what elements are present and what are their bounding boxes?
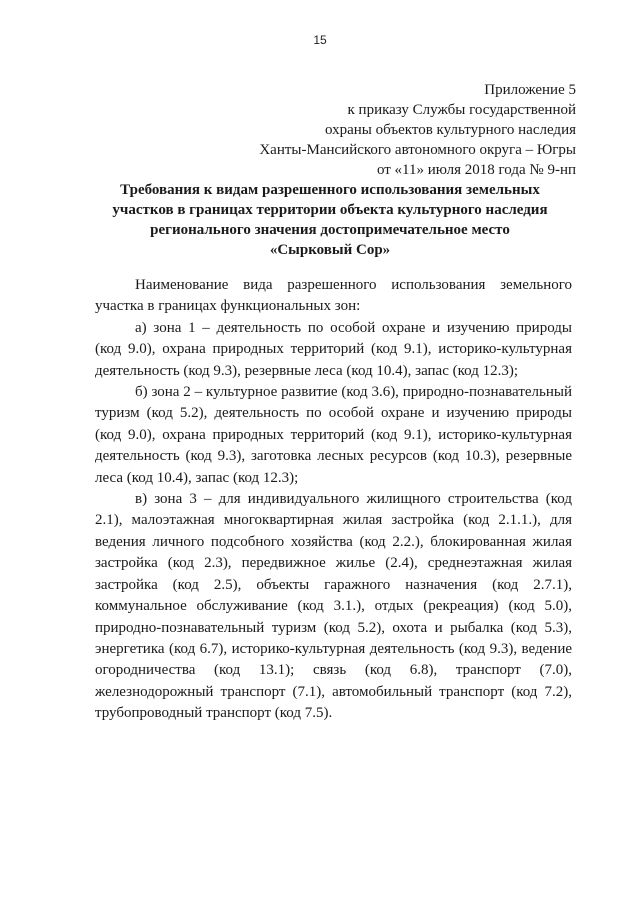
zone-2-paragraph: б) зона 2 – культурное развитие (код 3.6), природно-познавательный туризм (код 5.2), деятельность по особой охране и изучению природы (код 9.0), охрана природных территорий (код 9.1), историко-культурная деятельность (код 9.3), заготовка лесных ресурсов (код 10.3), резервные леса (код 10.4), запас (код 12.3);: [95, 384, 572, 486]
appendix-line: Ханты-Мансийского автономного округа – Югры: [259, 142, 576, 158]
title-line: Требования к видам разрешенного использования земельных: [120, 182, 540, 198]
appendix-line: от «11» июля 2018 года № 9-нп: [376, 162, 576, 178]
page-number: 15: [313, 33, 327, 47]
appendix-line: Приложение 5: [484, 82, 576, 98]
zone-1-paragraph: а) зона 1 – деятельность по особой охране и изучению природы (код 9.0), охрана природных территорий (код 9.1), историко-культурная деятельность (код 9.3), резервные леса (код 10.4), запас (код 12.3);: [95, 319, 572, 379]
appendix-line: охраны объектов культурного наследия: [324, 122, 576, 138]
document-title: [100, 180, 560, 260]
title-line: «Сырковый Сор»: [269, 242, 391, 258]
appendix-line: к приказу Службы государственной: [347, 102, 576, 118]
title-line: участков в границах территории объекта культурного наследия: [112, 202, 548, 218]
title-line: регионального значения достопримечательное место: [150, 222, 510, 238]
document-body: [95, 275, 572, 725]
appendix-header: [259, 80, 576, 180]
intro-paragraph: Наименование вида разрешенного использования земельного участка в границах функциональных зон:: [95, 277, 572, 315]
zone-3-paragraph: в) зона 3 – для индивидуального жилищного строительства (код 2.1), малоэтажная многоквартирная жилая застройка (код 2.1.1.), для ведения личного подсобного хозяйства (код 2.2.), блокированная жилая застройка (код 2.3), передвижное жилье (2.4), среднеэтажная жилая застройка (код 2.5), объекты гаражного назначения (код 2.7.1), коммунальное обслуживание (код 3.1.), отдых (рекреация) (код 5.0), природно-познавательный туризм (код 5.2), охота и рыбалка (код 5.3), энергетика (код 6.7), историко-культурная деятельность (код 9.3), ведение огородничества (код 13.1); связь (код 6.8), транспорт (7.0), железнодорожный транспорт (7.1), автомобильный транспорт (код 7.2), трубопроводный транспорт (код 7.5).: [95, 491, 572, 722]
